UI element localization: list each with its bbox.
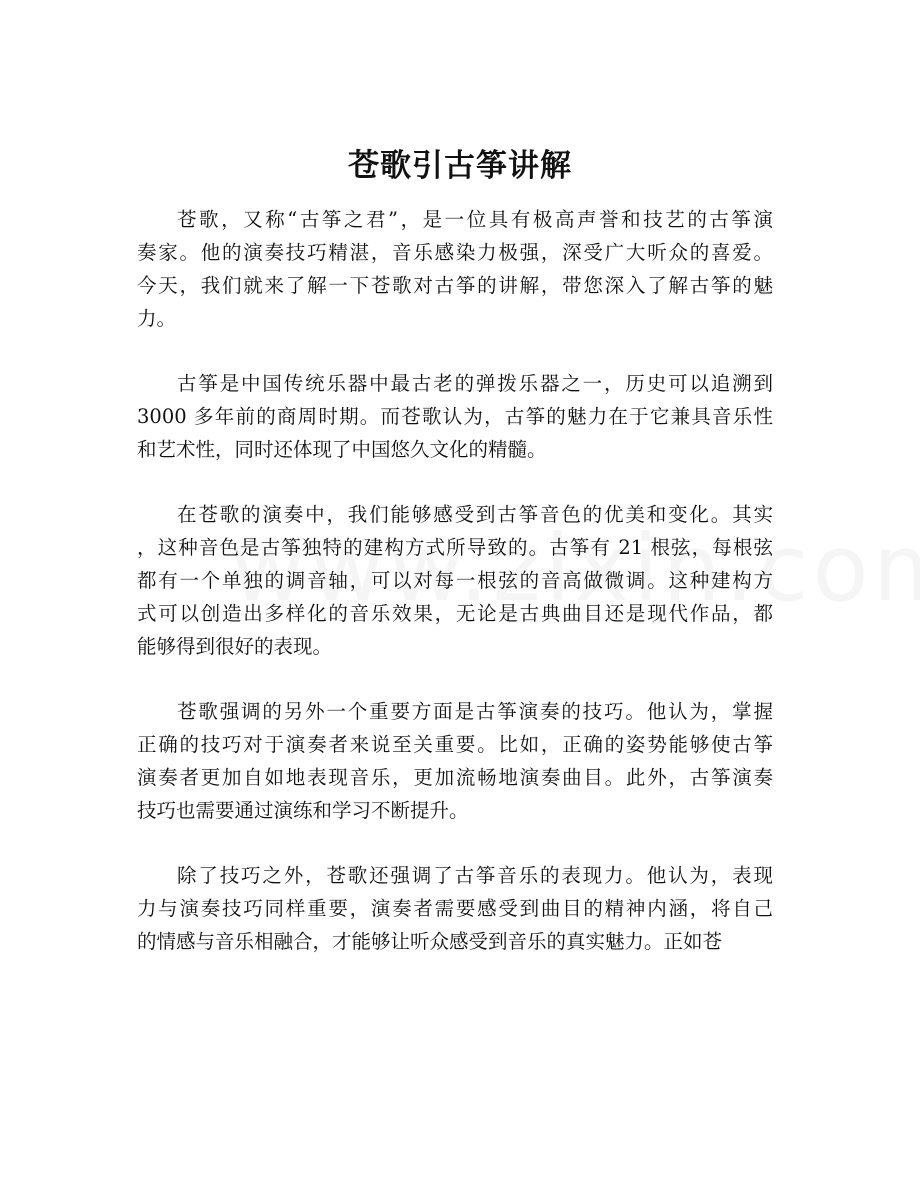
paragraph-line: 都有一个单独的调音轴，可以对每一根弦的音高做微调。这种建构方	[137, 569, 773, 592]
paragraph-line: 式可以创造出多样化的音乐效果，无论是古典曲目还是现代作品，都	[137, 602, 773, 625]
paragraph-line: 今天，我们就来了解一下苍歌对古筝的讲解，带您深入了解古筝的魅	[137, 274, 773, 297]
paragraph-line: 3000 多年前的商周时期。而苍歌认为，古筝的魅力在于它兼具音乐性	[137, 405, 773, 428]
paragraph-line: ，这种音色是古筝独特的建构方式所导致的。古筝有 21 根弦，每根弦	[137, 536, 773, 559]
paragraph-line: 能够得到很好的表现。	[137, 635, 333, 658]
paragraph-line: 和艺术性，同时还体现了中国悠久文化的精髓。	[137, 438, 547, 461]
document-body	[137, 203, 773, 990]
page-title: 苍歌引古筝讲解	[348, 148, 572, 184]
paragraph-line: 奏家。他的演奏技巧精湛，音乐感染力极强，深受广大听众的喜爱。	[137, 241, 773, 264]
paragraph	[137, 695, 773, 827]
paragraph-line: 力与演奏技巧同样重要，演奏者需要感受到曲目的精神内涵，将自己	[137, 897, 773, 920]
paragraph-line: 的情感与音乐相融合，才能够让听众感受到音乐的真实魅力。正如苍	[137, 930, 723, 953]
paragraph-line: 苍歌强调的另外一个重要方面是古筝演奏的技巧。他认为，掌握	[177, 700, 773, 723]
paragraph	[137, 859, 773, 958]
paragraph	[137, 203, 773, 335]
paragraph-line: 演奏者更加自如地表现音乐，更加流畅地演奏曲目。此外，古筝演奏	[137, 766, 773, 789]
paragraph-line: 苍歌，又称“古筝之君”，是一位具有极高声誉和技艺的古筝演	[177, 208, 773, 231]
paragraph-line: 在苍歌的演奏中，我们能够感受到古筝音色的优美和变化。其实	[177, 503, 773, 526]
paragraph-line: 除了技巧之外，苍歌还强调了古筝音乐的表现力。他认为，表现	[177, 864, 773, 887]
paragraph-line: 正确的技巧对于演奏者来说至关重要。比如，正确的姿势能够使古筝	[137, 733, 773, 756]
paragraph-line: 力。	[137, 307, 177, 330]
paragraph-line: 古筝是中国传统乐器中最古老的弹拨乐器之一，历史可以追溯到	[177, 372, 773, 395]
paragraph	[137, 367, 773, 466]
paragraph	[137, 498, 773, 663]
paragraph-line: 技巧也需要通过演练和学习不断提升。	[137, 799, 469, 822]
